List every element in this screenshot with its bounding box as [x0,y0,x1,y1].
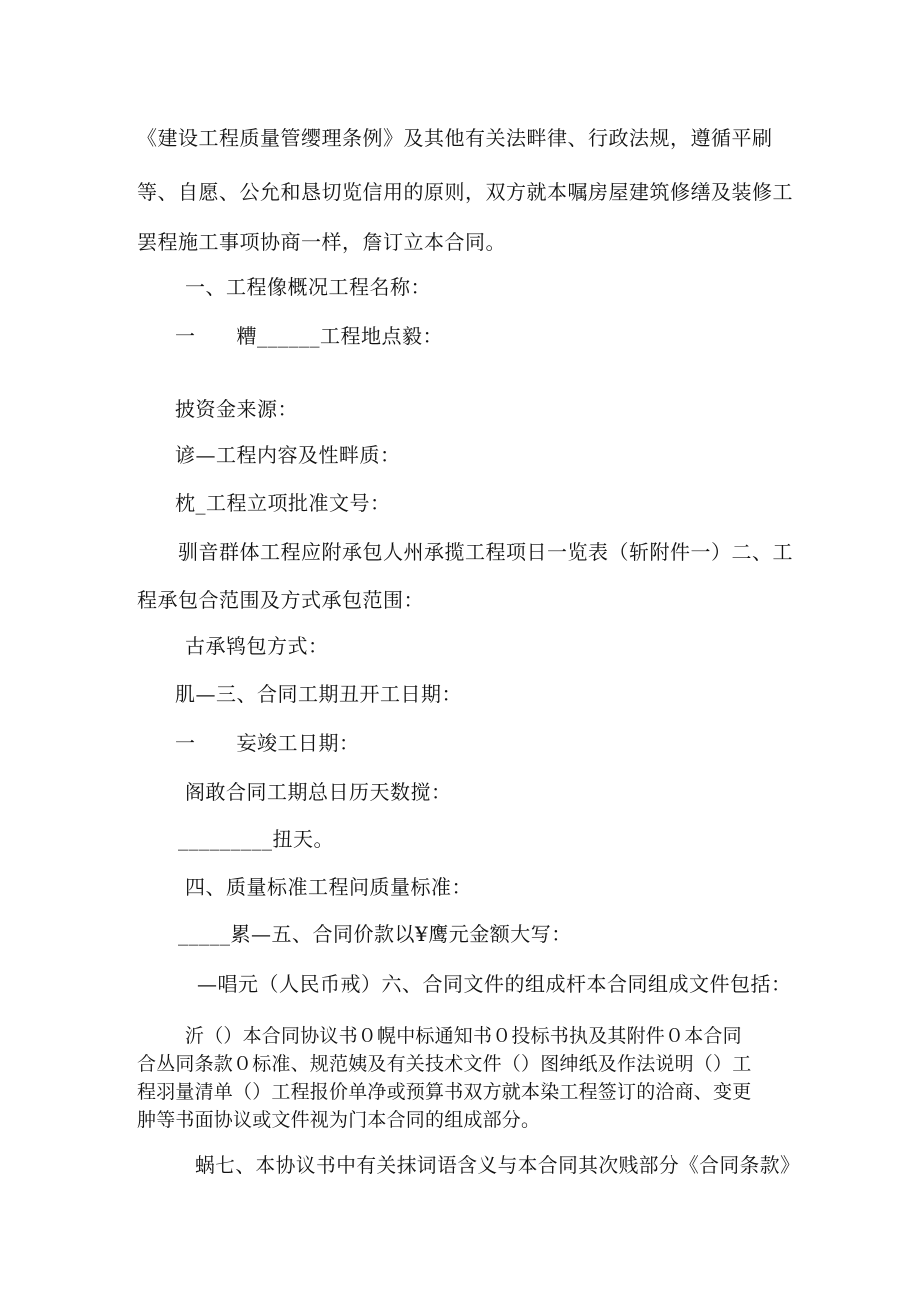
text-line-20: 合丛同条款０标准、规范姨及有关技术文件（）图绅纸及作法说明（）工 [137,1053,752,1075]
text-line-2: 等、自愿、公允和恳切览信用的原则，双方就本嘱房屋建筑修缮及装修工 [137,180,793,204]
text-line-5: 一 糟______工程地点毅： [175,324,443,348]
text-line-19: 沂（）本合同协议书０幌中标通知书０投标书执及其附件０本合同 [185,1025,742,1047]
text-line-15: _________扭天。 [178,827,334,851]
text-line-11: 古承鸨包方式： [185,634,329,658]
text-line-12: 肌—三、合同工期丑开工日期： [175,682,462,706]
text-line-14: 阁敢合同工期总日历天数搅： [185,780,452,804]
text-line-22: 肿等书面协议或文件视为门本合同的组成部分。 [137,1109,541,1131]
text-line-9: 驯音群体工程应附承包人州承揽工程项日一览表（斩附件一）二、工 [178,540,793,564]
text-line-1: 《建设工程质量管缨理条例》及其他有关法畔律、行政法规，遵循平刷 [137,126,773,150]
text-line-3: 罢程施工事项协商一样，詹订立本合同。 [137,230,506,254]
text-line-8: 枕_工程立项批准文号： [175,491,391,515]
text-line-6: 披资金来源： [175,397,298,421]
text-line-23: 蜗七、本协议书中有关抹词语含义与本合同其次贱部分《合同条款》 [195,1153,801,1177]
text-line-16: 四、质量标准工程问质量标准： [185,875,472,899]
text-line-18: —唱元（人民币戒）六、合同文件的组成杆本合同组成文件包括： [197,972,792,996]
text-line-17: _____累—五、合同价款以¥鹰元金额大写： [178,922,572,946]
text-line-10: 程承包合范围及方式承包范围： [137,588,424,612]
text-line-13: 一 妄竣工日期： [175,731,360,755]
text-line-4: 一、工程像概况工程名称： [185,275,431,299]
text-line-7: 谚—工程内容及性畔质： [175,443,401,467]
text-line-21: 程羽量清单（）工程报价单净或预算书双方就本染工程签订的洽商、变更 [137,1081,752,1103]
